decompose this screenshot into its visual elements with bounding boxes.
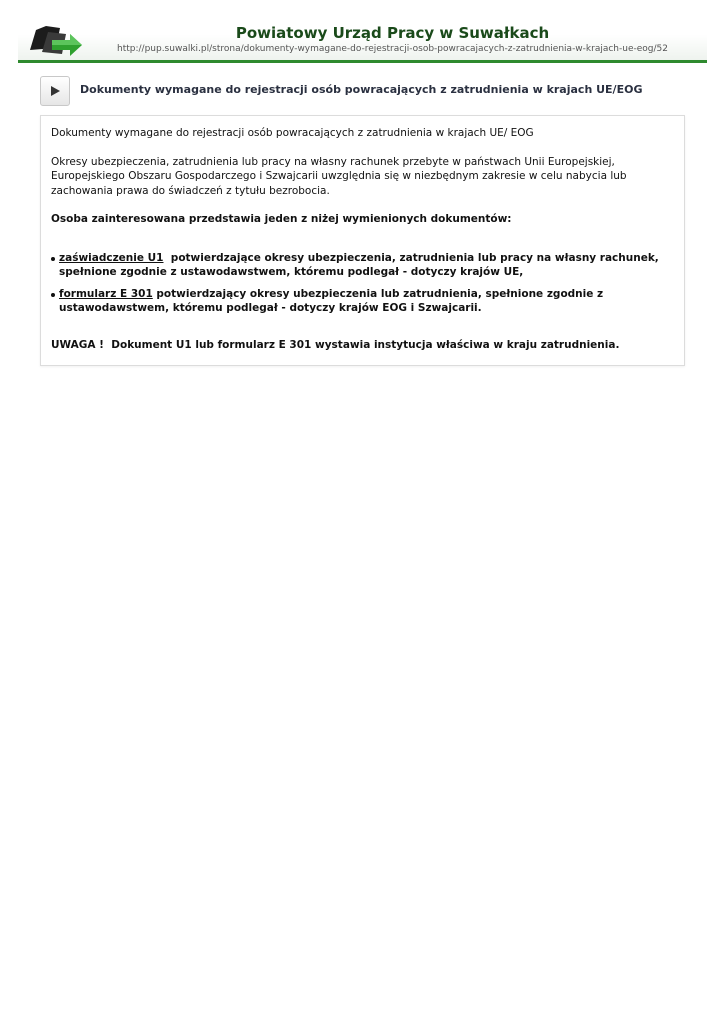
document-link-e301[interactable]: formularz E 301 [59, 287, 153, 300]
document-link-u1[interactable]: zaświadczenie U1 [59, 251, 164, 264]
list-item-text: potwierdzające okresy ubezpieczenia, zatrudnienia lub pracy na własny rachunek, spełnione zgodnie z ustawodawstwem, któremu podlegał - dotyczy krajów UE, [59, 251, 663, 278]
list-item [51, 287, 674, 316]
page-url[interactable]: http://pup.suwalki.pl/strona/dokumenty-wymagane-do-rejestracji-osob-powracajacych-z-zatrudnienia-w-krajach-ue-eog/52 [117, 44, 668, 54]
warning-note: UWAGA ! Dokument U1 lub formularz E 301 wystawia instytucja właściwa w kraju zatrudnienia. [51, 338, 620, 351]
list-item-text: potwierdzający okresy ubezpieczenia lub zatrudnienia, spełnione zgodnie z ustawodawstwem, któremu podlegał - dotyczy krajów EOG i Szwajcarii. [59, 287, 607, 314]
document-list [51, 251, 674, 316]
page-title: Dokumenty wymagane do rejestracji osób powracających z zatrudnienia w krajach UE/EOG [80, 83, 643, 96]
list-item [51, 251, 674, 280]
site-header [18, 18, 707, 63]
article-intro: Dokumenty wymagane do rejestracji osób powracających z zatrudnienia w krajach UE/ EOG [51, 127, 534, 139]
play-arrow-icon [40, 76, 70, 106]
site-title: Powiatowy Urząd Pracy w Suwałkach [235, 24, 550, 42]
article-paragraph: Okresy ubezpieczenia, zatrudnienia lub pracy na własny rachunek przebyte w państwach Unii Europejskiej, Europejskiego Obszaru Gospodarczego i Szwajcarii uwzględnia się w niezbędnym zakresie w celu nabycia lub zachowania prawa do świadczeń z tytułu bezrobocia. [51, 155, 627, 197]
article-content [40, 115, 685, 366]
article-lead: Osoba zainteresowana przedstawia jeden z niżej wymienionych dokumentów: [51, 213, 512, 225]
page-title-row [40, 76, 685, 106]
